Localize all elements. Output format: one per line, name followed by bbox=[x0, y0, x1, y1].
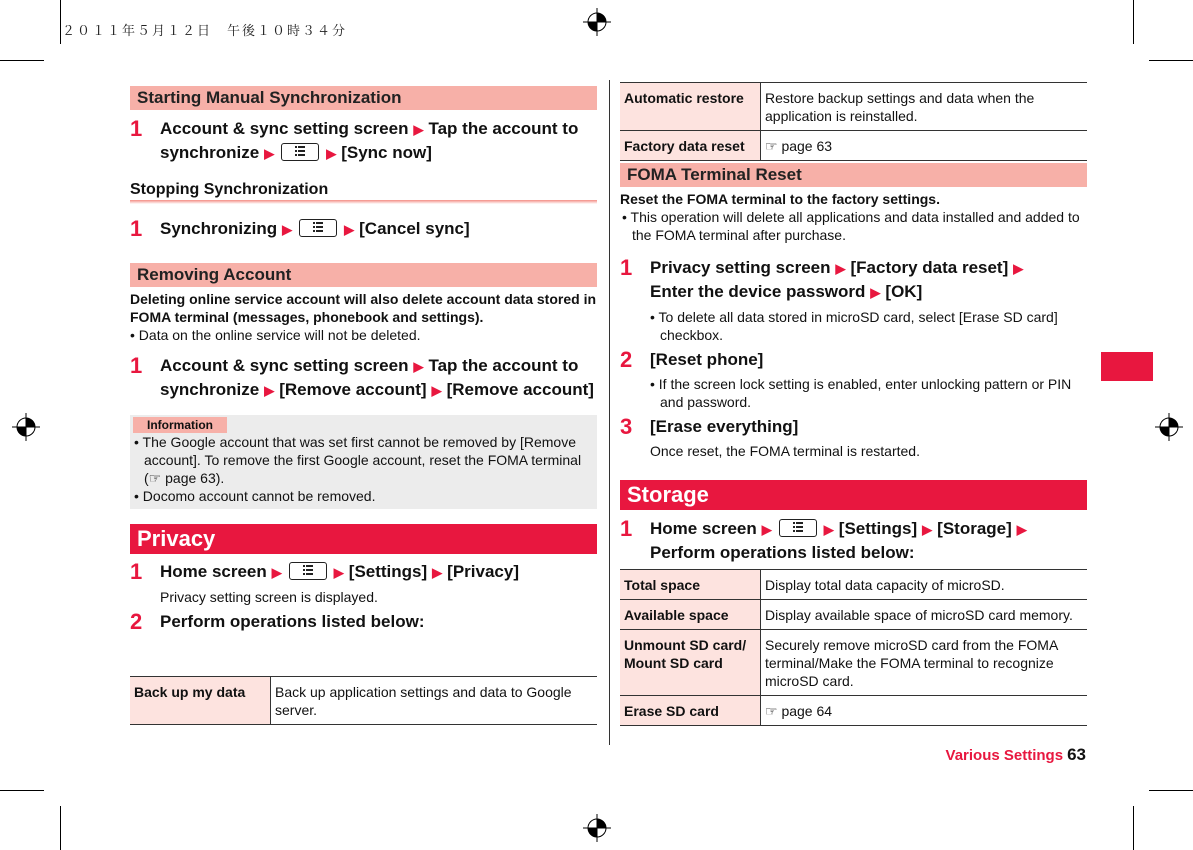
menu-key-icon bbox=[289, 562, 327, 580]
table-cell-name: Erase SD card bbox=[620, 696, 761, 726]
section-heading: FOMA Terminal Reset bbox=[620, 163, 1087, 187]
section-heading: Storage bbox=[620, 480, 1087, 510]
table-row bbox=[620, 570, 1087, 600]
bullet: • This operation will delete all applications and data installed and added to the FOMA terminal after purchase. bbox=[622, 209, 1080, 243]
info-bullet: • Docomo account cannot be removed. bbox=[134, 488, 376, 504]
table-row bbox=[620, 131, 1087, 161]
step-item: 2 Perform operations listed below: bbox=[130, 609, 425, 634]
table-cell-name: Unmount SD card/ Mount SD card bbox=[620, 630, 761, 696]
registration-mark-icon bbox=[583, 8, 611, 36]
page-number: 63 bbox=[1067, 745, 1086, 764]
table-row bbox=[620, 600, 1087, 630]
table-cell-desc: Back up application settings and data to Google server. bbox=[271, 677, 598, 725]
step-item: 1 Account & sync setting screen ▶ Tap the account to synchronize ▶ ▶ [Sync now] bbox=[130, 116, 579, 162]
table-row bbox=[620, 696, 1087, 726]
section-heading: Starting Manual Synchronization bbox=[130, 86, 597, 110]
step-item: 2 [Reset phone] bbox=[620, 347, 764, 372]
bullet: • Data on the online service will not be deleted. bbox=[130, 327, 421, 343]
step-bullet: • If the screen lock setting is enabled, enter unlocking pattern or PIN and password. bbox=[650, 376, 1072, 410]
storage-table bbox=[620, 569, 1087, 726]
step-bullet: • To delete all data stored in microSD card, select [Erase SD card] checkbox. bbox=[650, 309, 1058, 343]
page-footer bbox=[946, 745, 1086, 765]
pointing-hand-icon: ☞ bbox=[148, 470, 162, 486]
table-row bbox=[620, 630, 1087, 696]
menu-key-icon bbox=[281, 143, 319, 161]
step-note: Once reset, the FOMA terminal is restarted. bbox=[650, 443, 920, 459]
crop-mark bbox=[1149, 790, 1193, 791]
section-tab bbox=[1101, 352, 1153, 381]
table-cell-desc: Display total data capacity of microSD. bbox=[761, 570, 1088, 600]
table-cell-desc: ☞ page 64 bbox=[761, 696, 1088, 726]
right-column bbox=[620, 163, 1087, 568]
print-timestamp: ２０１１年５月１２日 午後１０時３４分 bbox=[62, 24, 348, 39]
menu-key-icon bbox=[779, 519, 817, 537]
information-tag: Information bbox=[133, 417, 227, 433]
crop-mark bbox=[1149, 60, 1193, 61]
registration-mark-icon bbox=[583, 814, 611, 842]
footer-section: Various Settings bbox=[945, 747, 1064, 764]
table-cell-desc: Securely remove microSD card from the FOMA terminal/Make the FOMA terminal to recognize microSD card. bbox=[761, 630, 1088, 696]
privacy-table-continued bbox=[620, 82, 1087, 161]
step-item: 1 Home screen ▶ ▶ [Settings] ▶ [Storage] ▶ Perform operations listed below: bbox=[620, 516, 1027, 562]
table-cell-name: Automatic restore bbox=[620, 83, 761, 131]
menu-key-icon bbox=[299, 219, 337, 237]
step-item: 1 Home screen ▶ ▶ [Settings] ▶ [Privacy] bbox=[130, 559, 519, 584]
information-box bbox=[130, 415, 597, 509]
crop-mark bbox=[0, 790, 44, 791]
description: Deleting online service account will also delete account data stored in FOMA terminal (messages, phonebook and settings). bbox=[130, 291, 597, 325]
table-cell-name: Factory data reset bbox=[620, 131, 761, 161]
pointing-hand-icon: ☞ bbox=[765, 138, 778, 154]
table-row bbox=[620, 83, 1087, 131]
table-cell-desc: ☞ page 63 bbox=[761, 131, 1088, 161]
table-cell-name: Available space bbox=[620, 600, 761, 630]
crop-mark bbox=[1133, 0, 1134, 44]
sub-heading: Stopping Synchronization bbox=[130, 178, 597, 204]
step-item: 1 Account & sync setting screen ▶ Tap the account to synchronize ▶ [Remove account] ▶ [Remove account] bbox=[130, 353, 594, 399]
section-heading: Removing Account bbox=[130, 263, 597, 287]
step-note: Privacy setting screen is displayed. bbox=[160, 589, 378, 605]
table-cell-name: Total space bbox=[620, 570, 761, 600]
table-cell-desc: Display available space of microSD card memory. bbox=[761, 600, 1088, 630]
info-bullet: • The Google account that was set first cannot be removed by [Remove account]. To remove the first Google account, reset the FOMA terminal (☞ page 63). bbox=[134, 434, 582, 486]
left-column bbox=[130, 86, 597, 637]
step-item: 1 Privacy setting screen ▶ [Factory data reset] ▶ Enter the device password ▶ [OK] bbox=[620, 255, 1024, 301]
crop-mark bbox=[60, 806, 61, 850]
registration-mark-icon bbox=[1155, 413, 1183, 441]
table-cell-name: Back up my data bbox=[130, 677, 271, 725]
crop-mark bbox=[60, 0, 61, 44]
description: Reset the FOMA terminal to the factory settings. bbox=[620, 191, 940, 207]
registration-mark-icon bbox=[12, 413, 40, 441]
privacy-table bbox=[130, 676, 597, 725]
crop-mark bbox=[1133, 806, 1134, 850]
step-item: 3 [Erase everything] bbox=[620, 414, 799, 439]
section-heading: Privacy bbox=[130, 524, 597, 554]
table-cell-desc: Restore backup settings and data when the application is reinstalled. bbox=[761, 83, 1088, 131]
step-item: 1 Synchronizing ▶ ▶ [Cancel sync] bbox=[130, 216, 470, 241]
crop-mark bbox=[0, 60, 44, 61]
table-row bbox=[130, 677, 597, 725]
column-divider bbox=[609, 80, 610, 745]
pointing-hand-icon: ☞ bbox=[765, 703, 778, 719]
